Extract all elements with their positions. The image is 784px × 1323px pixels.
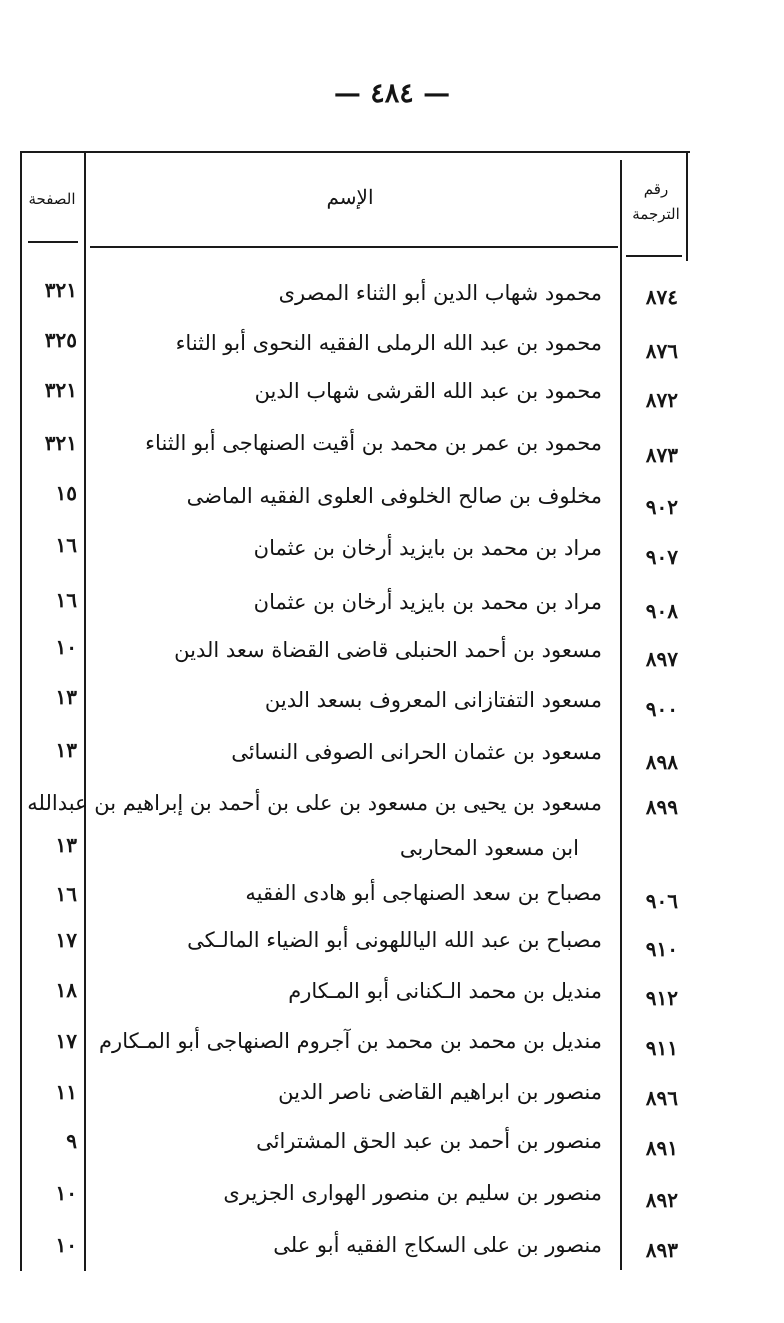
entry-name: منصور بن سليم بن منصور الهوارى الجزيرى [223, 1181, 602, 1205]
entry-name: منصور بن ابراهيم القاضى ناصر الدين [278, 1080, 602, 1104]
entry-name-continuation: ابن مسعود المحاربى [399, 836, 579, 860]
page-number: — ٤٨٤ — [333, 78, 451, 109]
entry-number: ٩٠٧ [645, 545, 678, 569]
entry-number: ٨٧٣ [645, 443, 678, 467]
entry-page: ١١ [55, 1080, 77, 1104]
entry-page: ١٦ [55, 533, 77, 557]
entry-page: ١٧ [55, 1029, 77, 1053]
entry-page: ١٠ [55, 635, 77, 659]
table-top-border [20, 151, 690, 153]
entry-page: ١٠ [55, 1233, 77, 1257]
column-divider-page [84, 151, 86, 1271]
entry-page: ١٦ [55, 588, 77, 612]
entry-page: ١٨ [55, 978, 77, 1002]
entry-number: ٩٠٦ [645, 889, 678, 913]
entry-name: منصور بن أحمد بن عبد الحق المشترائى [256, 1129, 602, 1153]
entry-name: منديل بن محمد الـكنانى أبو المـكارم [288, 979, 602, 1003]
entry-page: ٣٢١ [44, 278, 77, 302]
table-right-border [686, 153, 688, 261]
entry-name: مصباح بن عبد الله الياللهونى أبو الضياء المالـكى [187, 928, 602, 952]
entry-number: ٨٩٢ [645, 1188, 678, 1212]
entry-number: ٨٧٦ [645, 339, 678, 363]
entry-name: مصباح بن سعد الصنهاجى أبو هادى الفقيه [245, 881, 602, 905]
entry-number: ٨٩١ [645, 1136, 678, 1160]
header-page-column: الصفحة [28, 190, 76, 208]
entry-name: مسعود بن عثمان الحرانى الصوفى النسائى [231, 740, 602, 764]
entry-page: ٣٢٥ [44, 328, 77, 352]
entry-number: ٨٩٧ [645, 647, 678, 671]
entry-name: مسعود التفتازانى المعروف بسعد الدين [264, 688, 602, 712]
entry-number: ٩٠٨ [645, 599, 678, 623]
entry-page: ١٣ [55, 738, 77, 762]
header-entry-column-line1: رقم [643, 180, 669, 198]
entry-page: ٣٢١ [44, 431, 77, 455]
entry-name: محمود بن عبد الله الرملى الفقيه النحوى أبو الثناء [175, 331, 602, 355]
entry-number: ٨٩٩ [645, 795, 678, 819]
entry-name: محمود بن عمر بن محمد بن أقيت الصنهاجى أبو الثناء [145, 431, 602, 455]
header-entry-column-line2: الترجمة [632, 205, 680, 223]
entry-page: ٩ [66, 1129, 77, 1153]
entry-number: ٩٠٢ [645, 495, 678, 519]
entry-number: ٩١١ [645, 1036, 678, 1060]
entry-page: ١٣ [55, 685, 77, 709]
column-divider-name [620, 160, 622, 1270]
entry-name: مخلوف بن صالح الخلوفى العلوى الفقيه الماضى [186, 484, 602, 508]
entry-number: ٨٩٨ [645, 750, 678, 774]
entry-number: ٨٩٦ [645, 1086, 678, 1110]
entry-name: مسعود بن يحيى بن مسعود بن على بن أحمد بن إبراهيم بن عبدالله [27, 791, 602, 815]
entry-number: ٩١٠ [645, 937, 678, 961]
entry-name: مسعود بن أحمد الحنبلى قاضى القضاة سعد الدين [174, 638, 602, 662]
entry-name: محمود شهاب الدين أبو الثناء المصرى [278, 281, 602, 305]
header-rule-name [90, 246, 618, 248]
entry-number: ٩٠٠ [645, 697, 678, 721]
header-rule-entry [626, 255, 682, 257]
entry-number: ٨٩٣ [645, 1238, 678, 1262]
header-name-column: الإسم [326, 185, 374, 209]
entry-page: ٣٢١ [44, 378, 77, 402]
entry-page: ١٥ [55, 481, 77, 505]
entry-name: منديل بن محمد بن محمد بن آجروم الصنهاجى أبو المـكارم [99, 1029, 602, 1053]
entry-number: ٩١٢ [645, 986, 678, 1010]
entry-page: ١٧ [55, 928, 77, 952]
entry-page: ١٦ [55, 882, 77, 906]
entry-name: مراد بن محمد بن بايزيد أرخان بن عثمان [253, 536, 602, 560]
entry-name: منصور بن على السكاج الفقيه أبو على [273, 1233, 602, 1257]
entry-name: محمود بن عبد الله القرشى شهاب الدين [254, 379, 602, 403]
entry-number: ٨٧٤ [645, 285, 678, 309]
entry-name: مراد بن محمد بن بايزيد أرخان بن عثمان [253, 590, 602, 614]
header-rule-page [28, 241, 78, 243]
entry-page: ١٠ [55, 1181, 77, 1205]
entry-page: ١٣ [55, 833, 77, 857]
entry-number: ٨٧٢ [645, 388, 678, 412]
